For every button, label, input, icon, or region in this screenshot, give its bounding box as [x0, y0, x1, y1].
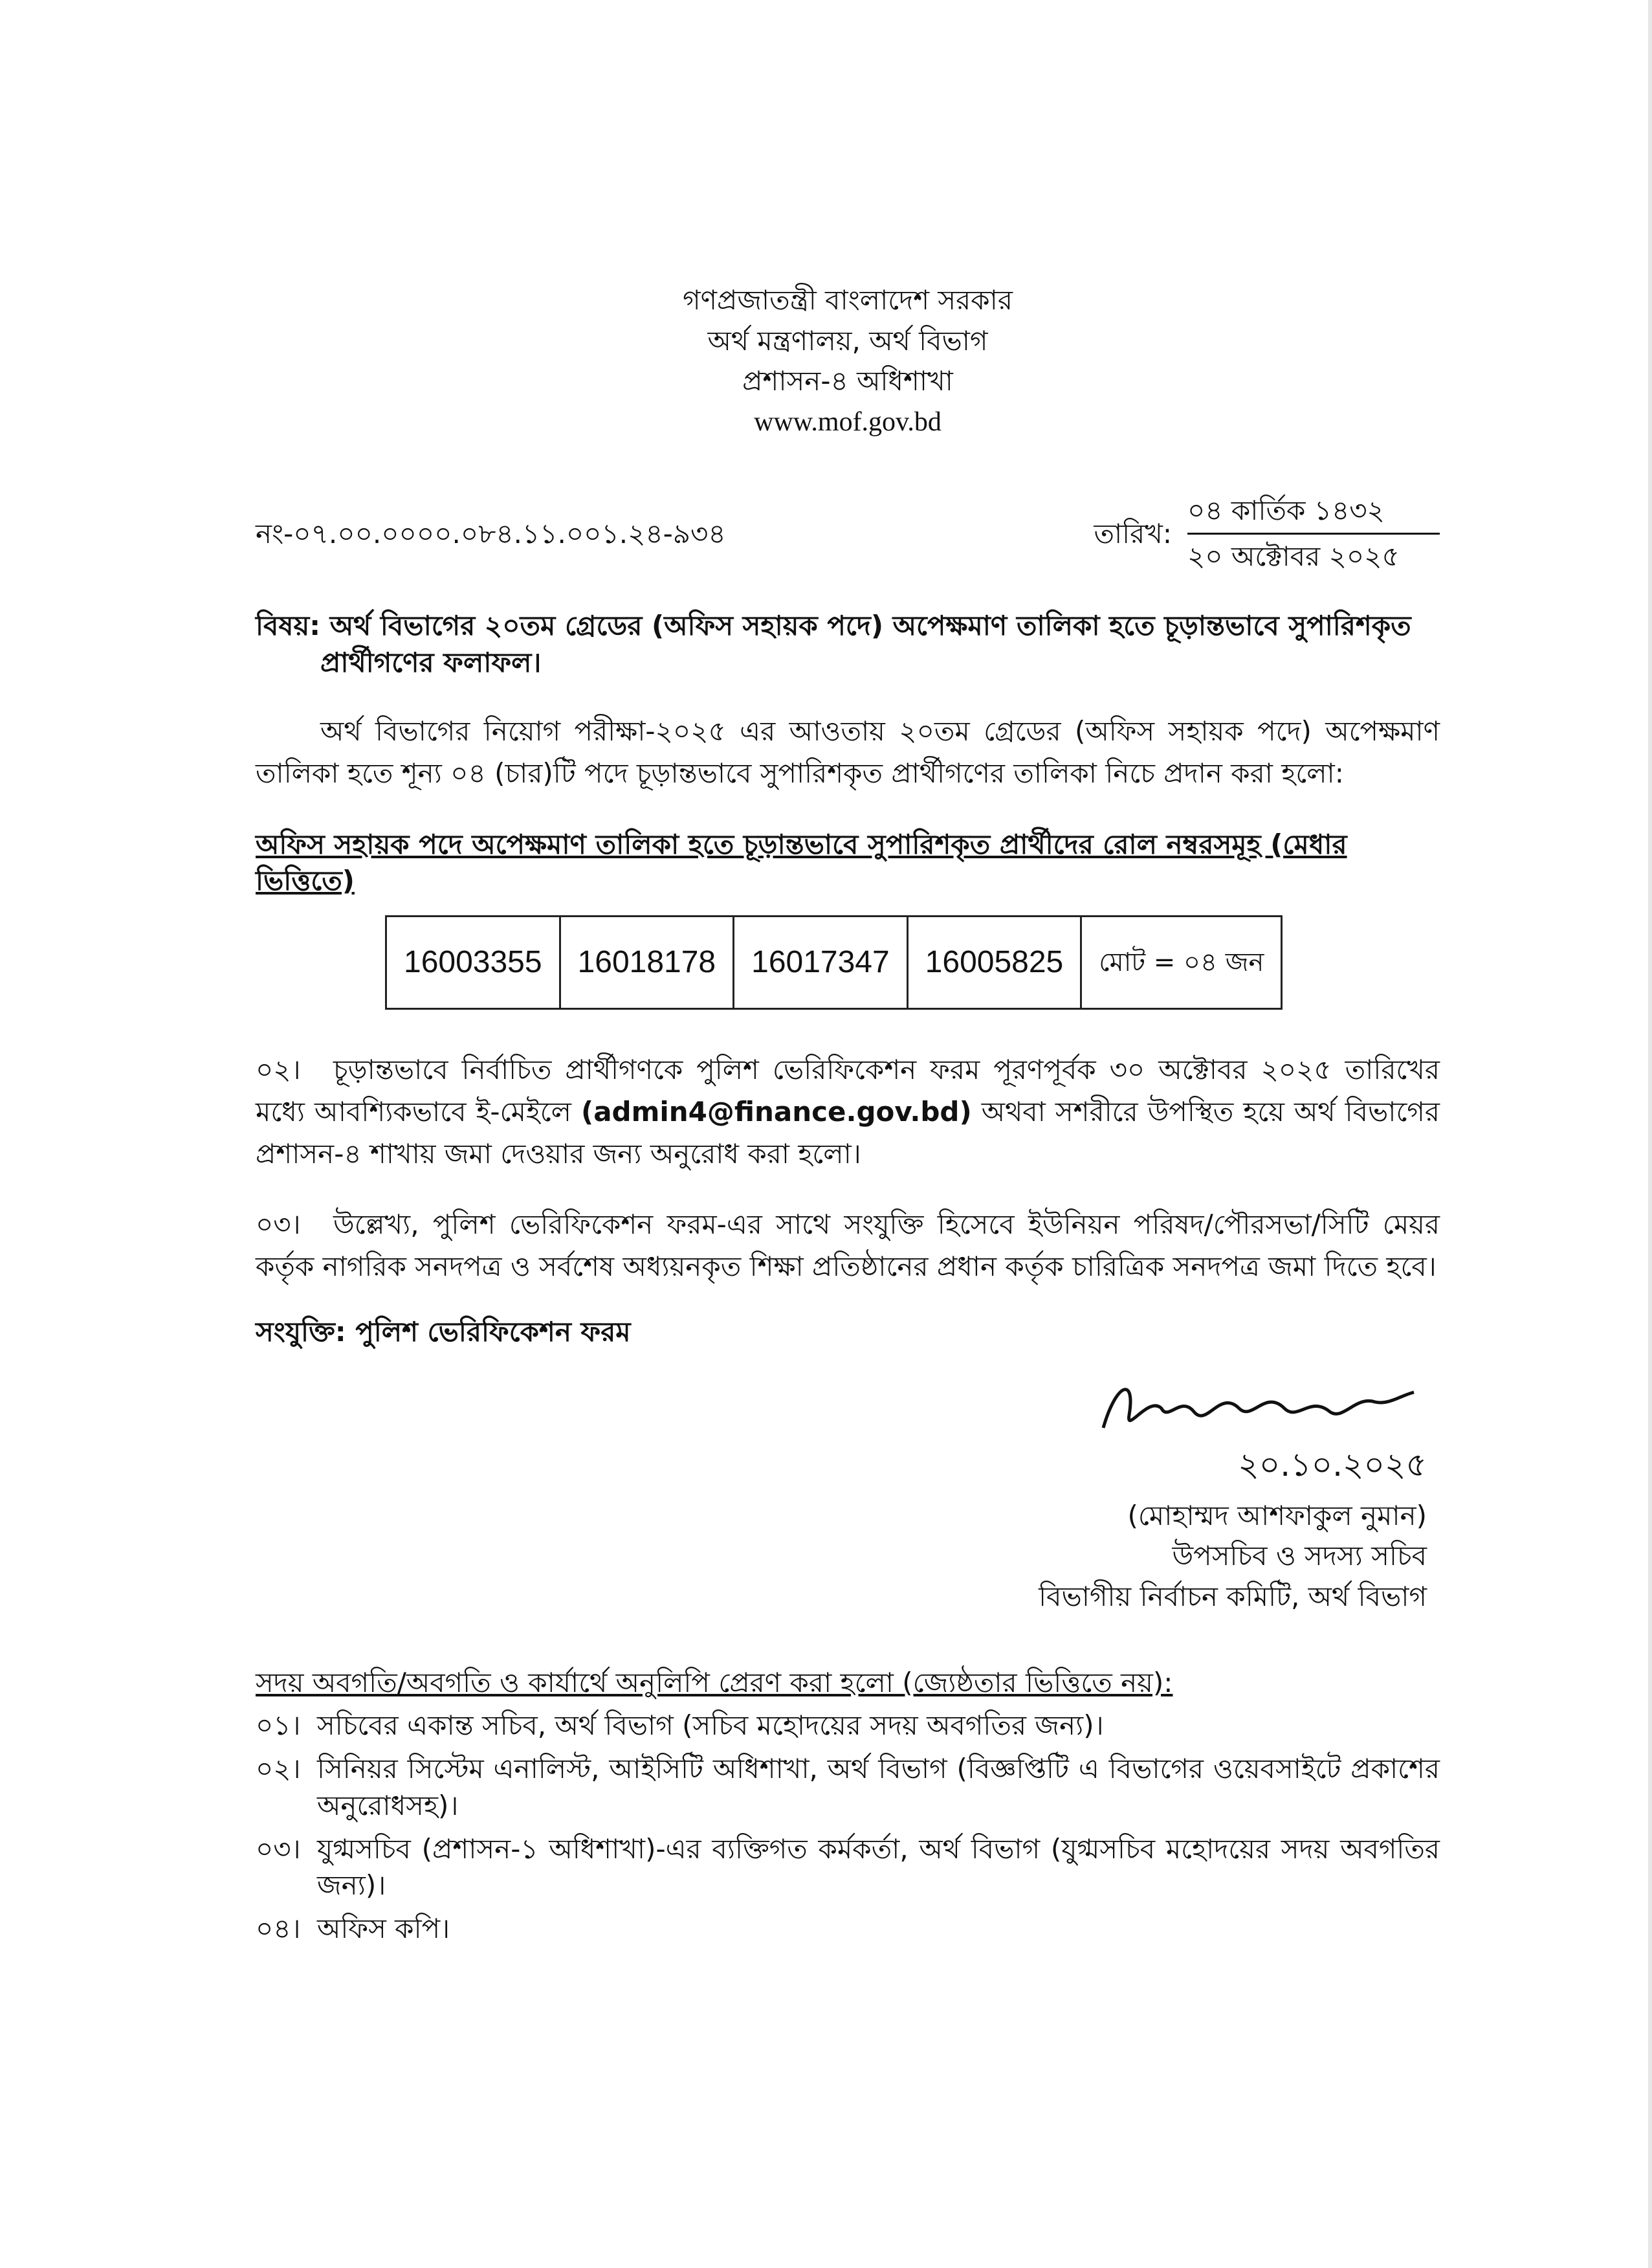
- document: [256, 0, 1440, 1948]
- paragraph-text: চূড়ান্তভাবে নির্বাচিত প্রার্থীগণকে পুলিশ ভেরিফিকেশন ফরম পূরণপূর্বক ৩০ অক্টোবর ২০২৫ তারিখের মধ্যে আবশ্যিকভাবে ই-মেইলে: [256, 1054, 1440, 1128]
- roll-table: [385, 915, 1283, 1010]
- copy-number: ০৪।: [256, 1912, 301, 1944]
- roll-number: 16003355: [386, 917, 560, 1009]
- paragraph-text: উল্লেখ্য, পুলিশ ভেরিফিকেশন ফরম-এর সাথে সংযুক্তি হিসেবে ইউনিয়ন পরিষদ/পৌরসভা/সিটি মেয়র কর্তৃক নাগরিক সনদপত্র ও সর্বশেষ অধ্যয়নকৃত শিক্ষা প্রতিষ্ঠানের প্রধান কর্তৃক চারিত্রিক সনদপত্র জমা দিতে হবে।: [256, 1208, 1440, 1283]
- subject-line-2: প্রার্থীগণের ফলাফল।: [320, 646, 542, 678]
- memo-number: নং-০৭.০০.০০০০.০৮৪.১১.০০১.২৪-৯৩৪: [256, 517, 726, 550]
- date-english: ২০ অক্টোবর ২০২৫: [1187, 540, 1400, 573]
- wing-name: প্রশাসন-৪ অধিশাখা: [742, 365, 953, 397]
- copies-heading: সদয় অবগতি/অবগতি ও কার্যার্থে অনুলিপি প্রেরণ করা হলো (জ্যেষ্ঠতার ভিত্তিতে নয়):: [256, 1666, 1173, 1698]
- copy-item: অফিস কপি।: [317, 1912, 450, 1944]
- signatory-name: (মোহাম্মদ আশফাকুল নুমান): [1127, 1499, 1427, 1531]
- memo-row: [256, 493, 1440, 575]
- subject: [256, 608, 1440, 645]
- paragraph-02: [256, 1049, 1440, 1175]
- date-stack: [1187, 493, 1440, 575]
- attachment-note: সংযুক্তি: পুলিশ ভেরিফিকেশন ফরম: [256, 1315, 631, 1348]
- ministry-name: অর্থ মন্ত্রণালয়, অর্থ বিভাগ: [707, 324, 988, 357]
- signature-date: ২০.১০.২০২৫: [1238, 1446, 1427, 1484]
- email-link[interactable]: (admin4@finance.gov.bd): [581, 1096, 972, 1128]
- signature-block: [256, 1370, 1440, 1619]
- signatory-designation: উপসচিব ও সদস্য সচিব: [1172, 1540, 1427, 1572]
- copy-number: ০১।: [256, 1709, 301, 1742]
- copy-row: [256, 1831, 1440, 1904]
- para-number: ০২।: [256, 1054, 301, 1086]
- roll-number: 16018178: [560, 917, 734, 1009]
- paragraph-text: অথবা সশরীরে উপস্থিত হয়ে অর্থ বিভাগের প্রশাসন-৪ শাখায় জমা দেওয়ার জন্য অনুরোধ করা হলো।: [256, 1096, 1440, 1170]
- scan-edge: [1648, 0, 1652, 2268]
- copy-number: ০৩।: [256, 1832, 301, 1865]
- results-heading: অফিস সহায়ক পদে অপেক্ষমাণ তালিকা হতে চূড়ান্তভাবে সুপারিশকৃত প্রার্থীদের রোল নম্বরসমূহ (মেধার ভিত্তিতে): [256, 828, 1347, 897]
- website: www.mof.gov.bd: [754, 407, 942, 438]
- copy-item: সিনিয়র সিস্টেম এনালিস্ট, আইসিটি অধিশাখা, অর্থ বিভাগ (বিজ্ঞপ্তিটি এ বিভাগের ওয়েবসাইটে প্রকাশের অনুরোধসহ)।: [317, 1753, 1440, 1821]
- govt-name: গণপ্রজাতন্ত্রী বাংলাদেশ সরকার: [683, 284, 1013, 316]
- total-count: মোট = ০৪ জন: [1081, 917, 1282, 1009]
- signatory-details: [1039, 1494, 1427, 1619]
- copy-item: সচিবের একান্ত সচিব, অর্থ বিভাগ (সচিব মহোদয়ের সদয় অবগতির জন্য)।: [317, 1709, 1104, 1742]
- roll-number: 16017347: [734, 917, 908, 1009]
- intro-paragraph: অর্থ বিভাগের নিয়োগ পরীক্ষা-২০২৫ এর আওতায় ২০তম গ্রেডের (অফিস সহায়ক পদে) অপেক্ষমাণ তালিকা হতে শূন্য ০৪ (চার)টি পদে চূড়ান্তভাবে সুপারিশকৃত প্রার্থীগণের তালিকা নিচে প্রদান করা হলো:: [256, 715, 1440, 789]
- date-bangla: ০৪ কার্তিক ১৪৩২: [1187, 494, 1385, 526]
- copy-row: [256, 1751, 1440, 1824]
- copy-row: [256, 1911, 1440, 1948]
- paragraph-03: [256, 1203, 1440, 1287]
- subject-line-1: বিষয়: অর্থ বিভাগের ২০তম গ্রেডের (অফিস সহায়ক পদে) অপেক্ষমাণ তালিকা হতে চূড়ান্তভাবে সুপারিশকৃত: [256, 610, 1411, 642]
- roll-number: 16005825: [907, 917, 1081, 1009]
- date-label: তারিখ:: [1094, 517, 1172, 550]
- para-number: ০৩।: [256, 1208, 301, 1241]
- date-block: [1094, 493, 1440, 575]
- copy-number: ০২।: [256, 1753, 301, 1785]
- signature-image: [1090, 1370, 1427, 1441]
- copy-item: যুগ্মসচিব (প্রশাসন-১ অধিশাখা)-এর ব্যক্তিগত কর্মকর্তা, অর্থ বিভাগ (যুগ্মসচিব মহোদয়ের সদয় অবগতির জন্য)।: [317, 1832, 1440, 1902]
- letterhead: [256, 282, 1440, 441]
- signatory-committee: বিভাগীয় নির্বাচন কমিটি, অর্থ বিভাগ: [1039, 1581, 1427, 1613]
- date-divider: [1187, 533, 1440, 535]
- copies-section: [256, 1665, 1440, 1948]
- copy-row: [256, 1707, 1440, 1744]
